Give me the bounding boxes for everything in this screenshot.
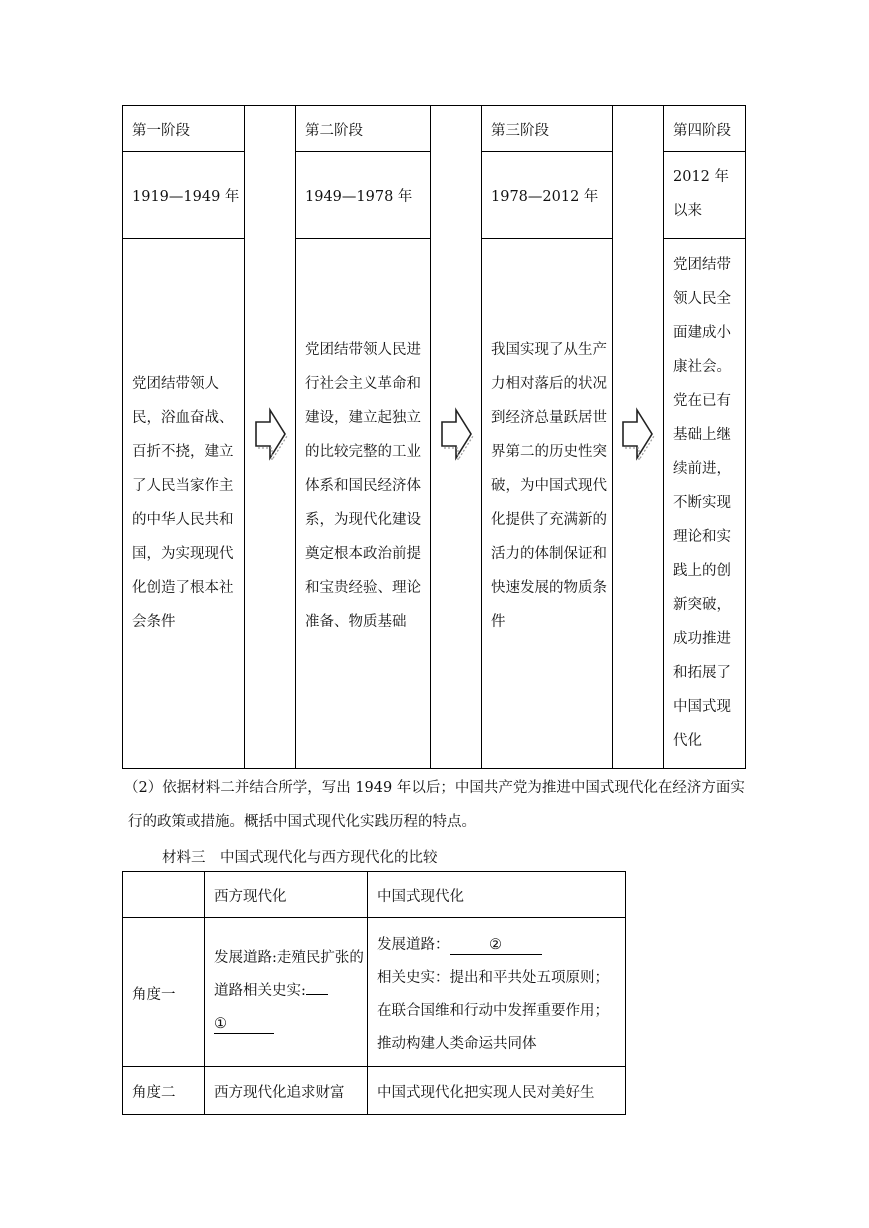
row1-china-facts: 相关史实：提出和平共处五项原则；在联合国维和行动中发挥重要作用；推动构建人类命运共同体 (377, 970, 609, 1052)
arrow-right-icon (619, 404, 655, 468)
row1-china-lead: 发展道路： (377, 937, 450, 953)
question-text: （2）依据材料二并结合所学，写出 1949 年以后；中国共产党为推进中国式现代化在经济方面实行的政策或措施。概括中国式现代化实践历程的特点。 (124, 780, 745, 830)
row2-label: 角度二 (132, 1085, 176, 1101)
col-header-china: 中国式现代化 (377, 889, 464, 905)
table-border (122, 768, 746, 769)
answer-blank-1[interactable]: ① (214, 1015, 274, 1034)
col-header-west: 西方现代化 (214, 889, 287, 905)
arrow-right-icon (438, 404, 474, 468)
table-border (481, 105, 482, 769)
table-border (612, 105, 613, 769)
row1-west (214, 942, 364, 1041)
table-border (430, 105, 431, 769)
stage-2-desc: 党团结带领人民进行社会主义革命和建设，建立起独立的比较完整的工业体系和国民经济体系，为现代化建设奠定根本政治前提和宝贵经验、理论准备、物质基础 (305, 342, 421, 630)
stage-4-name: 第四阶段 (673, 123, 731, 139)
row2-china: 中国式现代化把实现人民对美好生 (377, 1085, 595, 1101)
stage-3-name: 第三阶段 (491, 123, 549, 139)
material3-title: 材料三 中国式现代化与西方现代化的比较 (162, 850, 438, 866)
row1-west-text: 发展道路:走殖民扩张的道路相关史实: (214, 950, 364, 999)
table-border (244, 105, 245, 769)
table-border (122, 105, 746, 106)
arrow-right-icon (252, 404, 288, 468)
table-border (295, 105, 296, 769)
row1-label: 角度一 (132, 987, 176, 1003)
row2-west: 西方现代化追求财富 (214, 1085, 345, 1101)
table-border (122, 105, 123, 769)
stage-1-period: 1919—1949 年 (132, 189, 240, 205)
stage-1-name: 第一阶段 (132, 123, 190, 139)
stage-2-name: 第二阶段 (305, 123, 363, 139)
stage-3-desc: 我国实现了从生产力相对落后的状况到经济总量跃居世界第二的历史性突破，为中国式现代化提供了充满新的活力的体制保证和快速发展的物质条件 (491, 342, 607, 630)
table-border (745, 105, 746, 769)
stage-2-period: 1949—1978 年 (305, 189, 413, 205)
stage-3-period: 1978—2012 年 (491, 189, 599, 205)
answer-blank-2[interactable]: ② (450, 936, 542, 955)
stage-4-period: 2012 年以来 (673, 169, 730, 219)
stage-1-desc: 党团结带领人民，浴血奋战、百折不挠，建立了人民当家作主的中华人民共和国，为实现现代化创造了根本社会条件 (132, 376, 234, 630)
stage-4-desc: 党团结带领人民全面建成小康社会。党在已有基础上继续前进，不断实现理论和实践上的创新突破，成功推进和拓展了中国式现代化 (673, 257, 731, 749)
row1-china (377, 929, 621, 1061)
table-border (663, 105, 664, 769)
